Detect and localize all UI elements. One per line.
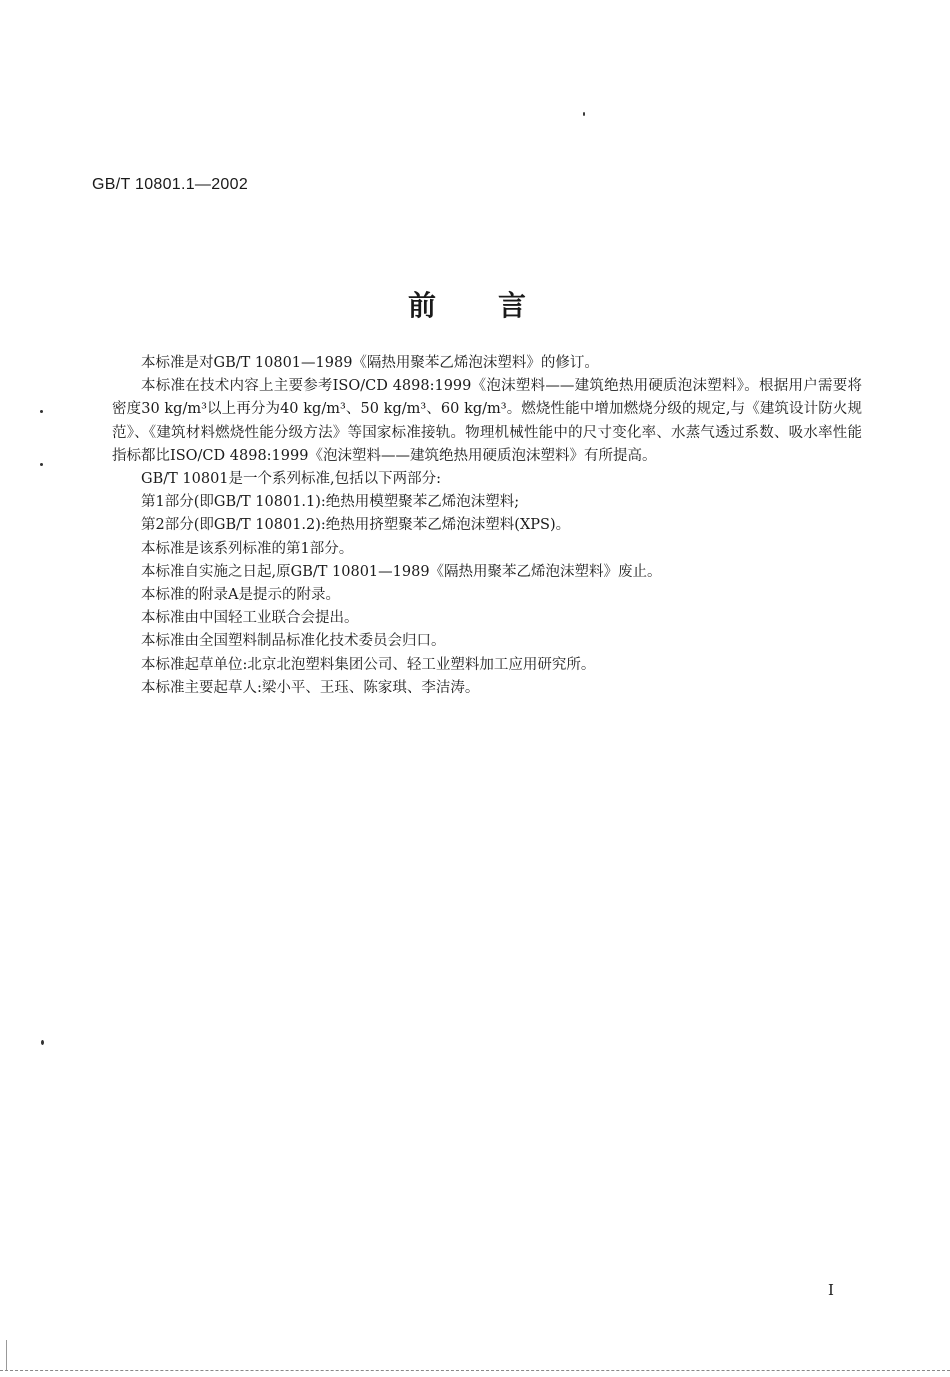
- paragraph-committee: 本标准由全国塑料制品标准化技术委员会归口。: [141, 633, 446, 650]
- paragraph-first-part: 本标准是该系列标准的第1部分。: [141, 540, 354, 557]
- paragraph-part-1: 第1部分(即GB/T 10801.1):绝热用模塑聚苯乙烯泡沫塑料;: [141, 494, 520, 511]
- paragraph-supersedes: 本标准自实施之日起,原GB/T 10801—1989《隔热用聚苯乙烯泡沫塑料》废止。: [141, 563, 662, 580]
- scan-speck: [40, 463, 43, 466]
- paragraph-technical-content: 本标准在技术内容上主要参考ISO/CD 4898:1999《泡沫塑料——建筑绝热用硬质泡沫塑料》。根据用户需要将密度30 kg/m³以上再分为40 kg/m³、50 kg/m³、60 kg/m³。燃烧性能中增加燃烧分级的规定,与《建筑设计防火规范》、《建筑材料燃烧性能分级方法》等国家标准接轨。物理机械性能中的尺寸变化率、水蒸气透过系数、吸水率性能指标都比ISO/CD 4898:1999《泡沫塑料——建筑绝热用硬质泡沫塑料》有所提高。: [112, 378, 862, 464]
- scan-speck: [41, 1040, 44, 1045]
- paragraph-revision: 本标准是对GB/T 10801—1989《隔热用聚苯乙烯泡沫塑料》的修订。: [141, 355, 599, 371]
- paragraph-series: GB/T 10801是一个系列标准,包括以下两部分:: [141, 471, 442, 488]
- page-number: I: [828, 1281, 834, 1299]
- page-title: 前言: [408, 289, 589, 322]
- scan-speck: [583, 112, 585, 116]
- scan-edge-mark: [6, 1340, 7, 1370]
- standard-code-header: GB/T 10801.1—2002: [92, 176, 249, 193]
- paragraph-drafting-units: 本标准起草单位:北京北泡塑料集团公司、轻工业塑料加工应用研究所。: [141, 656, 596, 673]
- paragraph-part-2: 第2部分(即GB/T 10801.2):绝热用挤塑聚苯乙烯泡沫塑料(XPS)。: [141, 517, 571, 534]
- scan-bottom-edge: [0, 1370, 950, 1372]
- scan-speck: [40, 410, 43, 413]
- paragraph-annex: 本标准的附录A是提示的附录。: [141, 587, 340, 604]
- foreword-body: [112, 352, 862, 700]
- paragraph-proposer: 本标准由中国轻工业联合会提出。: [141, 610, 359, 627]
- paragraph-drafters: 本标准主要起草人:梁小平、王珏、陈家琪、李洁涛。: [141, 679, 480, 696]
